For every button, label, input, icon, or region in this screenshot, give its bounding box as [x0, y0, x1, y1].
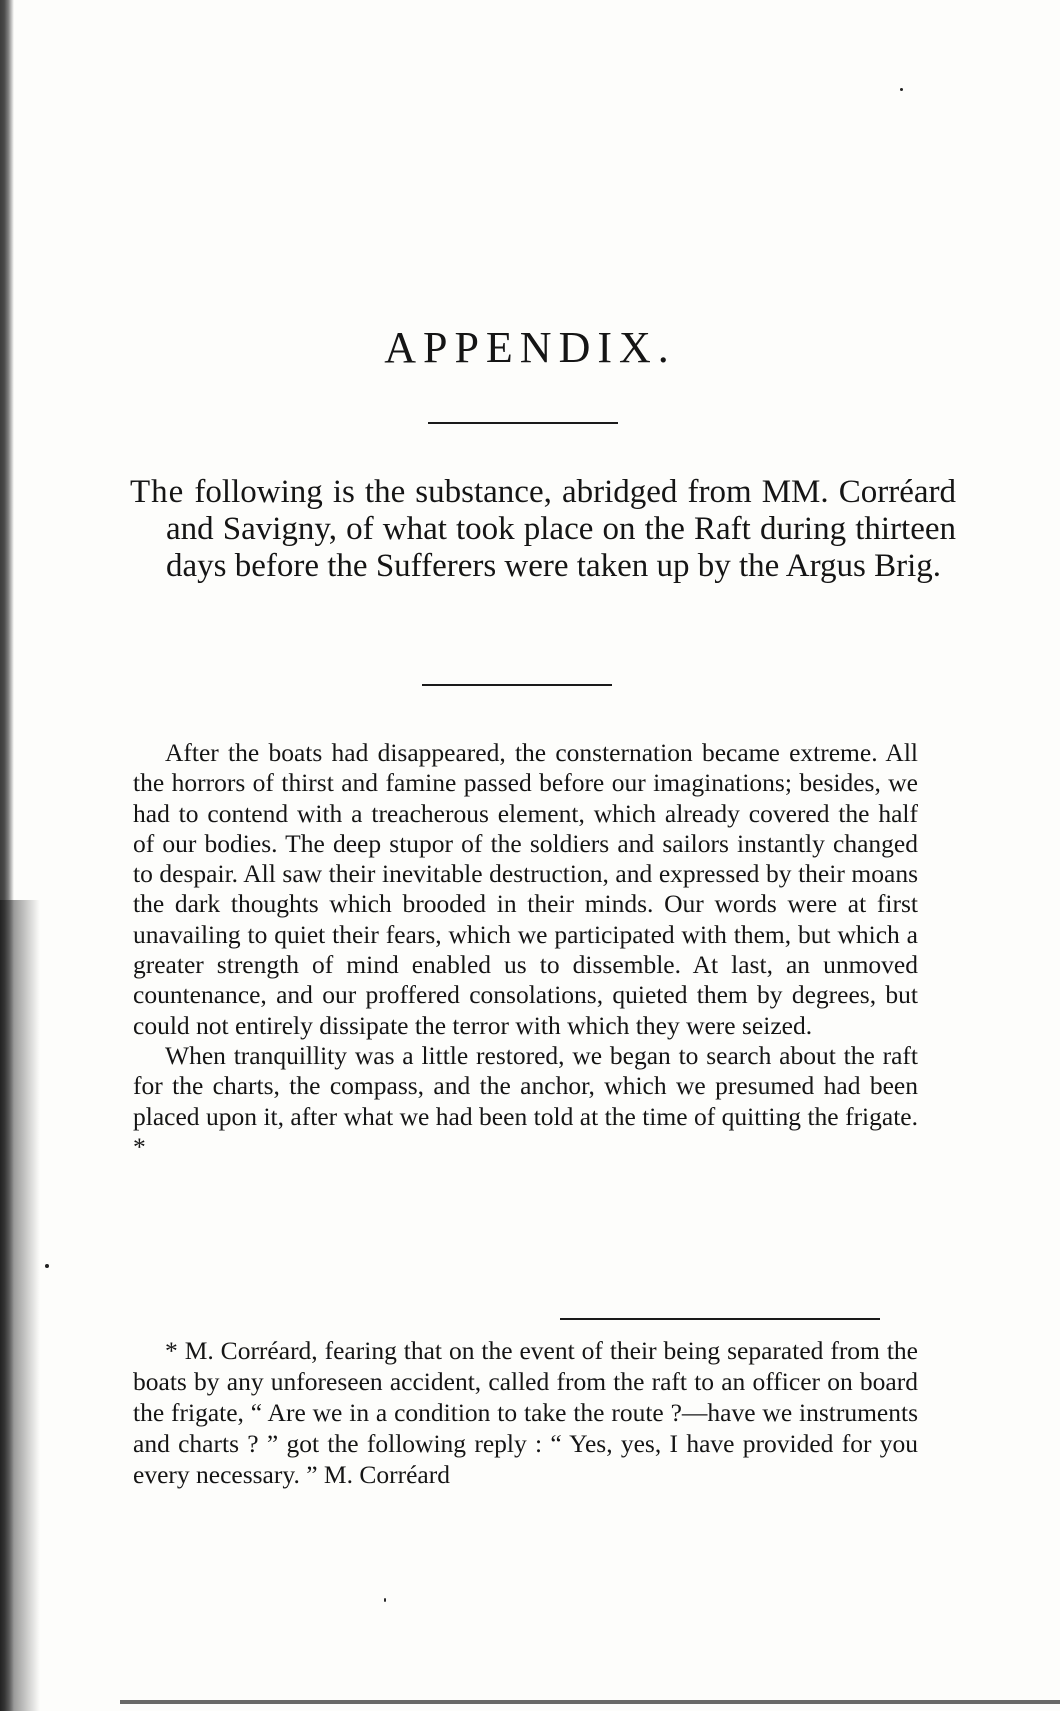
- intro-text: following is the substance, abridged from MM. Corréard and Savigny, of what took place on the Raft during thirteen days before the Sufferers were taken up by the Argus Brig.: [166, 474, 956, 584]
- binding-edge-shadow-lower: [0, 900, 40, 1711]
- scan-speck: [384, 1598, 386, 1602]
- intro-first-word: The: [130, 474, 185, 510]
- page-bottom-edge: [120, 1700, 1060, 1704]
- scan-speck: [45, 1264, 49, 1268]
- scan-speck: [900, 88, 903, 91]
- page-title: APPENDIX.: [384, 323, 676, 372]
- body-paragraph-1: After the boats had disappeared, the consternation became extreme. All the horrors of thirst and famine passed before our imaginations; besides, we had to contend with a treacherous element, which already covered the half of our bodies. The deep stupor of the soldiers and sailors instantly changed to despair. All saw their inevitable destruction, and expressed by their moans the dark thoughts which brooded in their minds. Our words were at first unavailing to quiet their fears, which we participated with them, but which a greater strength of mind enabled us to dissemble. At last, an unmoved countenance, and our proffered consolations, quieted them by degrees, but could not entirely dissipate the terror with which they were seized.: [133, 738, 918, 1040]
- intro-heading-paragraph: [130, 474, 956, 585]
- main-text: [133, 738, 918, 1162]
- intro-divider: [422, 684, 612, 686]
- footnote: * M. Corréard, fearing that on the event of their being separated from the boats by any unforeseen accident, called from the raft to an officer on board the frigate, “ Are we in a condition to take the route ?—have we instruments and charts ? ” got the following reply : “ Yes, yes, I have provided for you every necessary. ” M. Corréard: [133, 1336, 918, 1489]
- footnote-divider: [560, 1318, 880, 1320]
- title-divider: [428, 422, 618, 424]
- body-paragraph-2: When tranquillity was a little restored, we began to search about the raft for the charts, the compass, and the anchor, which we presumed had been placed upon it, after what we had been told at the time of quitting the frigate. *: [133, 1040, 918, 1161]
